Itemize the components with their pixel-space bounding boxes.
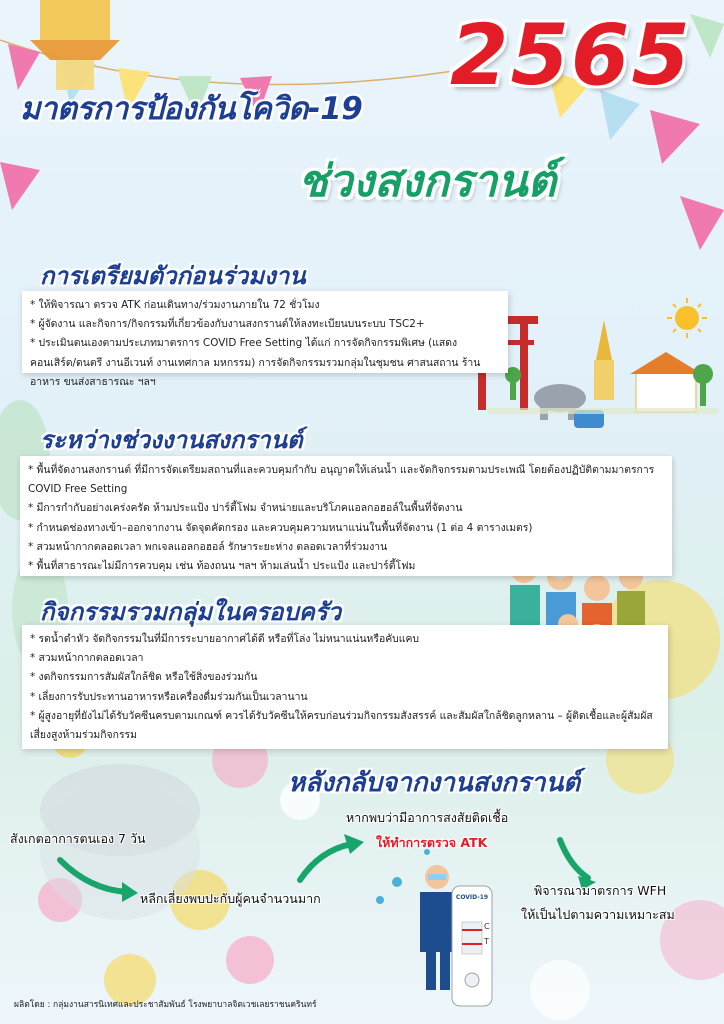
step-consider-wfh: พิจารณามาตรการ WFH [534,883,667,898]
atk-test-kit [452,886,492,1006]
preparation-card [22,291,508,388]
pagoda-left [30,0,120,90]
family-activities-card [22,625,668,749]
list-item: * งดกิจกรรมการสัมผัสใกล้ชิด หรือใช้สิ่งของร่วมกัน [30,671,258,684]
page-subtitle: ช่วงสงกรานต์ [298,156,557,207]
step-observe-symptoms: สังเกตอาการตนเอง 7 วัน [10,831,146,846]
list-item: * มีการกำกับอย่างเคร่งครัด ห้ามประแป้ง ปาร์ตี้โฟม จำหน่ายและบริโภคแอลกอฮอล์ในพื้นที่จัดงาน [28,502,463,515]
section-heading-during-event: ระหว่างช่วงงานสงกรานต์ [40,426,303,454]
list-item: * รดน้ำดำหัว จัดกิจกรรมในที่มีการระบายอากาศได้ดี หรือที่โล่ง ไม่หนาแน่นหรือคับแคบ [30,633,420,645]
page-title: มาตรการป้องกันโควิด-19 [20,91,363,127]
list-item: * ผู้จัดงาน และกิจการ/กิจกรรมที่เกี่ยวข้องกับงานสงกรานต์ให้ลงทะเบียนบนระบบ TSC2+ [30,318,425,331]
list-item: * กำหนดช่องทางเข้า–ออกจากงาน จัดจุดคัดกรอง และควบคุมความหนาแน่นในพื้นที่จัดงาน (1 ต่อ 4 ตารางเมตร) [28,521,533,534]
doctor-illustration [420,865,454,990]
test-kit-t-label: T [484,937,489,946]
sun-icon [667,298,707,338]
step-suspect-infection: หากพบว่ามีอาการสงสัยติดเชื้อ [346,810,509,825]
list-item: * ให้พิจารณา ตรวจ ATK ก่อนเดินทาง/ร่วมงานภายใน 72 ชั่วโมง [30,299,320,311]
footer-credit: ผลิตโดย : กลุ่มงานสารนิเทศและประชาสัมพันธ์ โรงพยาบาลจิตเวชเลยราชนครินทร์ [14,1000,317,1010]
list-item: * พื้นที่สาธารณะไม่มีการควบคุม เช่น ท้องถนน ฯลฯ ห้ามเล่นน้ำ ประแป้ง และปาร์ตี้โฟม [28,560,416,573]
section-heading-preparation: การเตรียมตัวก่อนร่วมงาน [40,262,306,290]
list-item: * พื้นที่จัดงานสงกรานต์ ที่มีการจัดเตรียมสถานที่และควบคุมกำกับ อนุญาตให้เล่นน้ำ และจัดกิจกรรมตามประเพณี โดยต้องปฏิบัติตามมาตรการ COVID Free Setting [28,464,655,496]
list-item: * ประเมินตนเองตามประเภทมาตรการ COVID Free Setting ได้แก่ การจัดกิจกรรมพิเศษ (แสดงคอนเสิร์ต/ดนตรี งานอีเวนท์ งานเทศกาล มหกรรม) การจัดกิจกรรมรวมกลุ่มในชุมชน ศาสนสถาน ร้านอาหาร ขนส่งสาธารณะ ฯลฯ [30,337,481,388]
year-number: 2565 [450,6,692,104]
list-item: * ผู้สูงอายุที่ยังไม่ได้รับวัคซีนครบตามเกณฑ์ ควรได้รับวัคซีนให้ครบก่อนร่วมกิจกรรมสังสรรค์ และสัมผัสใกล้ชิดลูกหลาน – ผู้ติดเชื้อและผู้สัมผัสเสี่ยงสูงห้ามร่วมกิจกรรม [30,709,653,742]
list-item: * เลี่ยงการรับประทานอาหารหรือเครื่องดื่มร่วมกันเป็นเวลานาน [30,690,308,703]
step-do-atk: ให้ทำการตรวจ ATK [376,835,488,850]
test-kit-c-label: C [484,922,490,931]
test-kit-label: COVID-19 [455,894,489,901]
list-item: * สวมหน้ากากตลอดเวลา พกเจลแอลกอฮอล์ รักษาระยะห่าง ตลอดเวลาที่ร่วมงาน [28,540,388,553]
section-heading-family-activities: กิจกรรมรวมกลุ่มในครอบครัว [40,598,342,626]
step-as-appropriate: ให้เป็นไปตามความเหมาะสม [521,907,675,922]
step-avoid-crowds: หลีกเลี่ยงพบปะกับผู้คนจำนวนมาก [140,891,321,906]
section-heading-post-event: หลังกลับจากงานสงกรานต์ [288,768,581,798]
list-item: * สวมหน้ากากตลอดเวลา [30,652,144,665]
during-event-card [20,456,672,576]
